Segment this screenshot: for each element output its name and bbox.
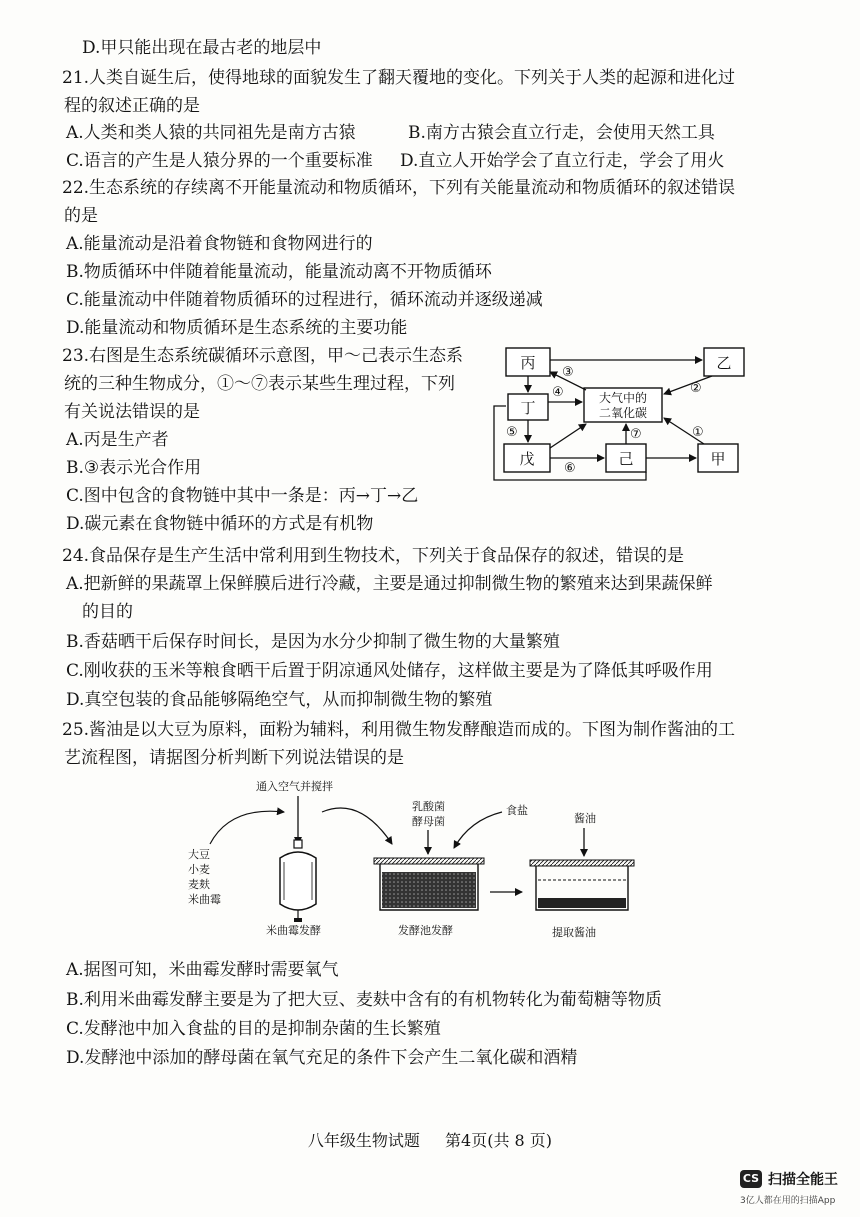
svg-text:丁: 丁 xyxy=(520,399,536,417)
q22-option-b: B.物质循环中伴随着能量流动，能量流动离不开物质循环 xyxy=(66,262,492,282)
fermentation-pool-icon xyxy=(374,858,484,910)
q23-option-c: C.图中包含的食物链中其中一条是：丙→丁→乙 xyxy=(66,486,419,506)
microbe-lactic: 乳酸菌 xyxy=(412,800,445,813)
svg-text:己: 己 xyxy=(618,450,634,468)
q21-option-d: D.直立人开始学会了直立行走，学会了用火 xyxy=(400,151,725,171)
q21-option-c: C.语言的产生是人猿分界的一个重要标准 xyxy=(66,151,373,171)
step3-label: 提取酱油 xyxy=(552,926,596,939)
svg-text:丙: 丙 xyxy=(520,354,536,372)
q25-option-a: A.据图可知，米曲霉发酵时需要氧气 xyxy=(66,960,339,980)
q25-option-c: C.发酵池中加入食盐的目的是抑制杂菌的生长繁殖 xyxy=(66,1019,441,1039)
fermenter-tank-icon xyxy=(280,840,316,922)
scanner-name: 扫描全能王 xyxy=(768,1172,838,1188)
q24-option-c: C.刚收获的玉米等粮食晒干后置于阴凉通风处储存，这样做主要是为了降低其呼吸作用 xyxy=(66,661,713,681)
q24-option-d: D.真空包装的食品能够隔绝空气，从而抑制微生物的繁殖 xyxy=(66,690,493,710)
q25-option-b: B.利用米曲霉发酵主要是为了把大豆、麦麸中含有的有机物转化为葡萄糖等物质 xyxy=(66,990,662,1010)
label-p6: ⑥ xyxy=(564,461,576,476)
q23-stem-cont2: 有关说法错误的是 xyxy=(64,402,200,422)
node-yi xyxy=(704,348,744,376)
q24-stem: 24.食品保存是生产生活中常利用到生物技术，下列关于食品保存的叙述，错误的是 xyxy=(62,546,685,566)
svg-text:二氧化碳: 二氧化碳 xyxy=(598,406,648,420)
node-jia xyxy=(698,444,738,472)
exam-title: 八年级生物试题 xyxy=(307,1131,420,1150)
svg-text:戊: 戊 xyxy=(519,450,535,468)
q21-option-a: A.人类和类人猿的共同祖先是南方古猿 xyxy=(66,123,356,143)
node-co2 xyxy=(584,388,662,422)
q23-stem: 23.右图是生态系统碳循环示意图，甲～己表示生态系 xyxy=(62,346,464,366)
input-maifu: 麦麸 xyxy=(188,878,210,891)
q23-option-b: B.③表示光合作用 xyxy=(66,458,202,478)
air-label xyxy=(256,779,333,793)
carbon-cycle-diagram xyxy=(490,340,750,488)
q22-stem: 22.生态系统的存续离不开能量流动和物质循环，下列有关能量流动和物质循环的叙述错误 xyxy=(62,178,736,198)
q21-option-b: B.南方古猿会直立行走，会使用天然工具 xyxy=(408,123,715,143)
q24-option-a-cont: 的目的 xyxy=(82,602,133,622)
node-ji xyxy=(606,444,646,472)
camscanner-logo-icon: CS xyxy=(740,1170,762,1188)
page-footer xyxy=(0,1128,860,1151)
q23-stem-cont1: 统的三种生物成分，①～⑦表示某些生理过程，下列 xyxy=(64,374,455,394)
label-p5: ⑤ xyxy=(506,425,518,440)
input-dadou: 大豆 xyxy=(188,848,210,861)
extraction-vat-icon xyxy=(530,860,634,910)
q22-option-d: D.能量流动和物质循环是生态系统的主要功能 xyxy=(66,318,408,338)
q20-option-d: D.甲只能出现在最古老的地层中 xyxy=(82,38,322,58)
step1-label: 米曲霉发酵 xyxy=(266,924,321,937)
q22-stem-cont: 的是 xyxy=(64,206,98,226)
node-wu xyxy=(504,444,550,472)
node-ding xyxy=(508,394,548,420)
svg-text:甲: 甲 xyxy=(710,450,726,468)
label-p7: ⑦ xyxy=(630,427,642,442)
label-p3: ③ xyxy=(562,365,574,380)
input-miqumei: 米曲霉 xyxy=(188,893,221,906)
q21-stem-cont: 程的叙述正确的是 xyxy=(64,96,200,116)
svg-text:乙: 乙 xyxy=(716,354,732,372)
salt-label: 食盐 xyxy=(506,804,528,817)
step2-label: 发酵池发酵 xyxy=(398,924,453,937)
scanner-watermark xyxy=(740,1168,850,1212)
q24-option-b: B.香菇晒干后保存时间长，是因为水分少抑制了微生物的大量繁殖 xyxy=(66,632,560,652)
q25-stem-cont: 艺流程图，请据图分析判断下列说法错误的是 xyxy=(64,748,404,768)
soy-sauce-process-figure xyxy=(180,776,640,948)
svg-text:大气中的: 大气中的 xyxy=(598,391,648,405)
page-number: 第4页(共 8 页) xyxy=(445,1131,553,1150)
q22-option-a: A.能量流动是沿着食物链和食物网进行的 xyxy=(66,234,373,254)
svg-text:通入空气并搅拌: 通入空气并搅拌 xyxy=(256,780,333,793)
soy-label: 酱油 xyxy=(574,812,596,825)
q21-stem: 21.人类自诞生后，使得地球的面貌发生了翻天覆地的变化。下列关于人类的起源和进化过 xyxy=(62,68,736,88)
microbe-yeast: 酵母菌 xyxy=(412,815,445,828)
label-p2: ② xyxy=(690,381,702,396)
q24-option-a: A.把新鲜的果蔬罩上保鲜膜后进行冷藏，主要是通过抑制微生物的繁殖来达到果蔬保鲜 xyxy=(66,574,713,594)
q23-option-d: D.碳元素在食物链中循环的方式是有机物 xyxy=(66,514,374,534)
label-p4: ④ xyxy=(552,385,564,400)
node-bing xyxy=(506,348,550,376)
q23-option-a: A.丙是生产者 xyxy=(66,430,169,450)
label-p1: ① xyxy=(692,425,704,440)
input-xiaomai: 小麦 xyxy=(188,863,210,876)
q25-option-d: D.发酵池中添加的酵母菌在氧气充足的条件下会产生二氧化碳和酒精 xyxy=(66,1048,578,1068)
scanner-tagline: 3亿人都在用的扫描App xyxy=(740,1196,836,1206)
q22-option-c: C.能量流动中伴随着物质循环的过程进行，循环流动并逐级递减 xyxy=(66,290,543,310)
q25-stem: 25.酱油是以大豆为原料，面粉为辅料，利用微生物发酵酿造而成的。下图为制作酱油的工 xyxy=(62,720,736,740)
